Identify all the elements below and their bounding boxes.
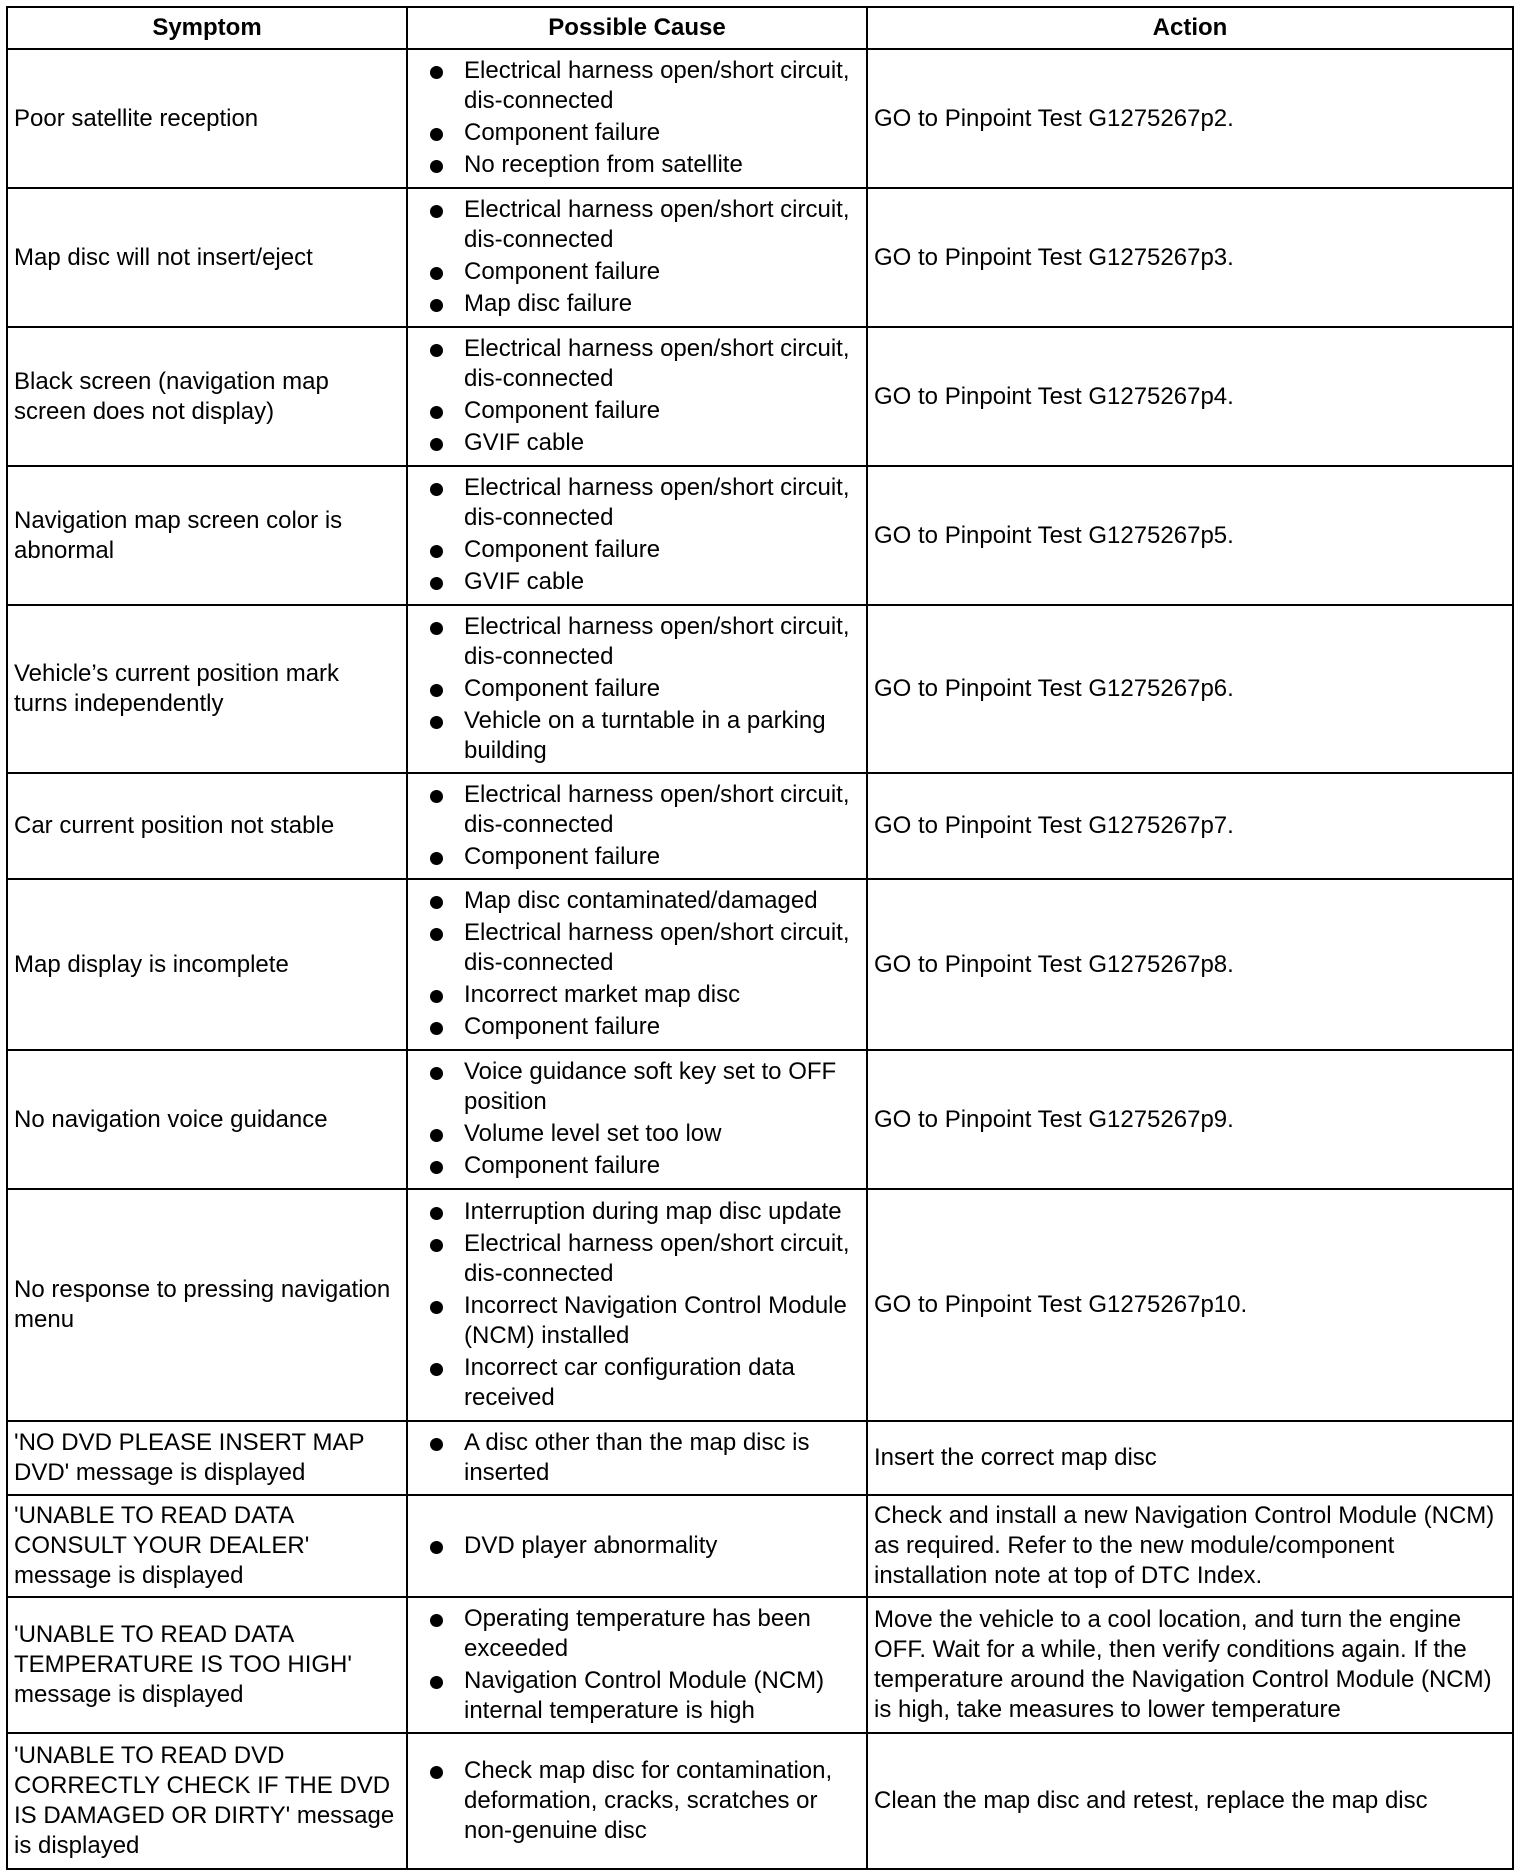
table-row [7,879,1513,1050]
table-row [7,1495,1513,1597]
cause-cell [407,466,867,605]
symptom-cell: 'UNABLE TO READ DATA CONSULT YOUR DEALER' message is displayed [7,1495,407,1597]
cause-item: Electrical harness open/short circuit, dis-connected [430,918,860,978]
cause-item: Voice guidance soft key set to OFF position [430,1057,860,1117]
cause-list [430,195,860,319]
cause-item: GVIF cable [430,567,860,597]
action-cell: GO to Pinpoint Test G1275267p7. [867,773,1513,879]
cause-list [430,1197,860,1413]
cause-item: Component failure [430,1151,860,1181]
header-possible-cause: Possible Cause [407,7,867,49]
table-row [7,1421,1513,1495]
symptom-cell: Map display is incomplete [7,879,407,1050]
cause-cell [407,188,867,327]
cause-list [430,334,860,458]
symptom-cell: No response to pressing navigation menu [7,1189,407,1421]
cause-item: Component failure [430,1012,860,1042]
cause-item: Incorrect Navigation Control Module (NCM) installed [430,1291,860,1351]
action-cell: GO to Pinpoint Test G1275267p4. [867,327,1513,466]
cause-list [430,1756,860,1846]
cause-item: Operating temperature has been exceeded [430,1604,860,1664]
symptom-cell: Vehicle’s current position mark turns independently [7,605,407,773]
cause-item: Component failure [430,118,860,148]
header-row [7,7,1513,49]
cause-item: Map disc failure [430,289,860,319]
symptom-cell: No navigation voice guidance [7,1050,407,1189]
action-cell: Check and install a new Navigation Control Module (NCM) as required. Refer to the new module/component installation note at top of DTC Index. [867,1495,1513,1597]
cause-item: Vehicle on a turntable in a parking building [430,706,860,766]
cause-list [430,1057,860,1181]
cause-list [430,612,860,766]
cause-list [430,56,860,180]
cause-item: Component failure [430,842,860,872]
action-cell: GO to Pinpoint Test G1275267p6. [867,605,1513,773]
action-cell: Move the vehicle to a cool location, and turn the engine OFF. Wait for a while, then verify conditions again. If the temperature around the Navigation Control Module (NCM) is high, take measures to lower temperature [867,1597,1513,1733]
cause-cell [407,1189,867,1421]
action-cell: GO to Pinpoint Test G1275267p3. [867,188,1513,327]
cause-list [430,780,860,872]
action-cell: GO to Pinpoint Test G1275267p2. [867,49,1513,188]
table-row [7,1189,1513,1421]
cause-item: Electrical harness open/short circuit, dis-connected [430,612,860,672]
cause-list [430,886,860,1042]
cause-item: Component failure [430,257,860,287]
cause-cell [407,1733,867,1869]
symptom-cell: Car current position not stable [7,773,407,879]
cause-item: Incorrect car configuration data received [430,1353,860,1413]
cause-cell [407,773,867,879]
table-row [7,1050,1513,1189]
action-cell: GO to Pinpoint Test G1275267p8. [867,879,1513,1050]
cause-cell [407,1495,867,1597]
cause-cell [407,1421,867,1495]
cause-cell [407,879,867,1050]
action-cell: GO to Pinpoint Test G1275267p9. [867,1050,1513,1189]
cause-item: Component failure [430,535,860,565]
cause-cell [407,1597,867,1733]
cause-item: Map disc contaminated/damaged [430,886,860,916]
cause-cell [407,605,867,773]
cause-cell [407,327,867,466]
symptom-cell: Poor satellite reception [7,49,407,188]
table-row [7,188,1513,327]
cause-item: No reception from satellite [430,150,860,180]
table-row [7,327,1513,466]
symptom-chart-table [6,6,1514,1870]
cause-item: Interruption during map disc update [430,1197,860,1227]
symptom-cell: Navigation map screen color is abnormal [7,466,407,605]
cause-cell [407,49,867,188]
cause-item: Check map disc for contamination, deformation, cracks, scratches or non-genuine disc [430,1756,860,1846]
table-row [7,605,1513,773]
table-row [7,1597,1513,1733]
cause-cell [407,1050,867,1189]
cause-item: Electrical harness open/short circuit, dis-connected [430,780,860,840]
cause-item: DVD player abnormality [430,1531,860,1561]
cause-item: Incorrect market map disc [430,980,860,1010]
cause-item: GVIF cable [430,428,860,458]
action-cell: GO to Pinpoint Test G1275267p5. [867,466,1513,605]
table-row [7,49,1513,188]
cause-item: A disc other than the map disc is inserted [430,1428,860,1488]
cause-list [430,1604,860,1726]
cause-item: Component failure [430,396,860,426]
action-cell: GO to Pinpoint Test G1275267p10. [867,1189,1513,1421]
cause-list [430,1531,860,1561]
cause-item: Electrical harness open/short circuit, dis-connected [430,473,860,533]
cause-item: Navigation Control Module (NCM) internal temperature is high [430,1666,860,1726]
table-row [7,1733,1513,1869]
action-cell: Insert the correct map disc [867,1421,1513,1495]
cause-item: Volume level set too low [430,1119,860,1149]
table-row [7,773,1513,879]
cause-list [430,473,860,597]
cause-item: Electrical harness open/short circuit, dis-connected [430,334,860,394]
cause-item: Component failure [430,674,860,704]
cause-item: Electrical harness open/short circuit, dis-connected [430,195,860,255]
table-row [7,466,1513,605]
symptom-cell: 'UNABLE TO READ DVD CORRECTLY CHECK IF THE DVD IS DAMAGED OR DIRTY' message is displayed [7,1733,407,1869]
symptom-cell: Map disc will not insert/eject [7,188,407,327]
cause-item: Electrical harness open/short circuit, dis-connected [430,1229,860,1289]
action-cell: Clean the map disc and retest, replace the map disc [867,1733,1513,1869]
header-symptom: Symptom [7,7,407,49]
symptom-cell: Black screen (navigation map screen does not display) [7,327,407,466]
symptom-cell: 'NO DVD PLEASE INSERT MAP DVD' message is displayed [7,1421,407,1495]
cause-item: Electrical harness open/short circuit, dis-connected [430,56,860,116]
cause-list [430,1428,860,1488]
header-action: Action [867,7,1513,49]
symptom-cell: 'UNABLE TO READ DATA TEMPERATURE IS TOO HIGH' message is displayed [7,1597,407,1733]
